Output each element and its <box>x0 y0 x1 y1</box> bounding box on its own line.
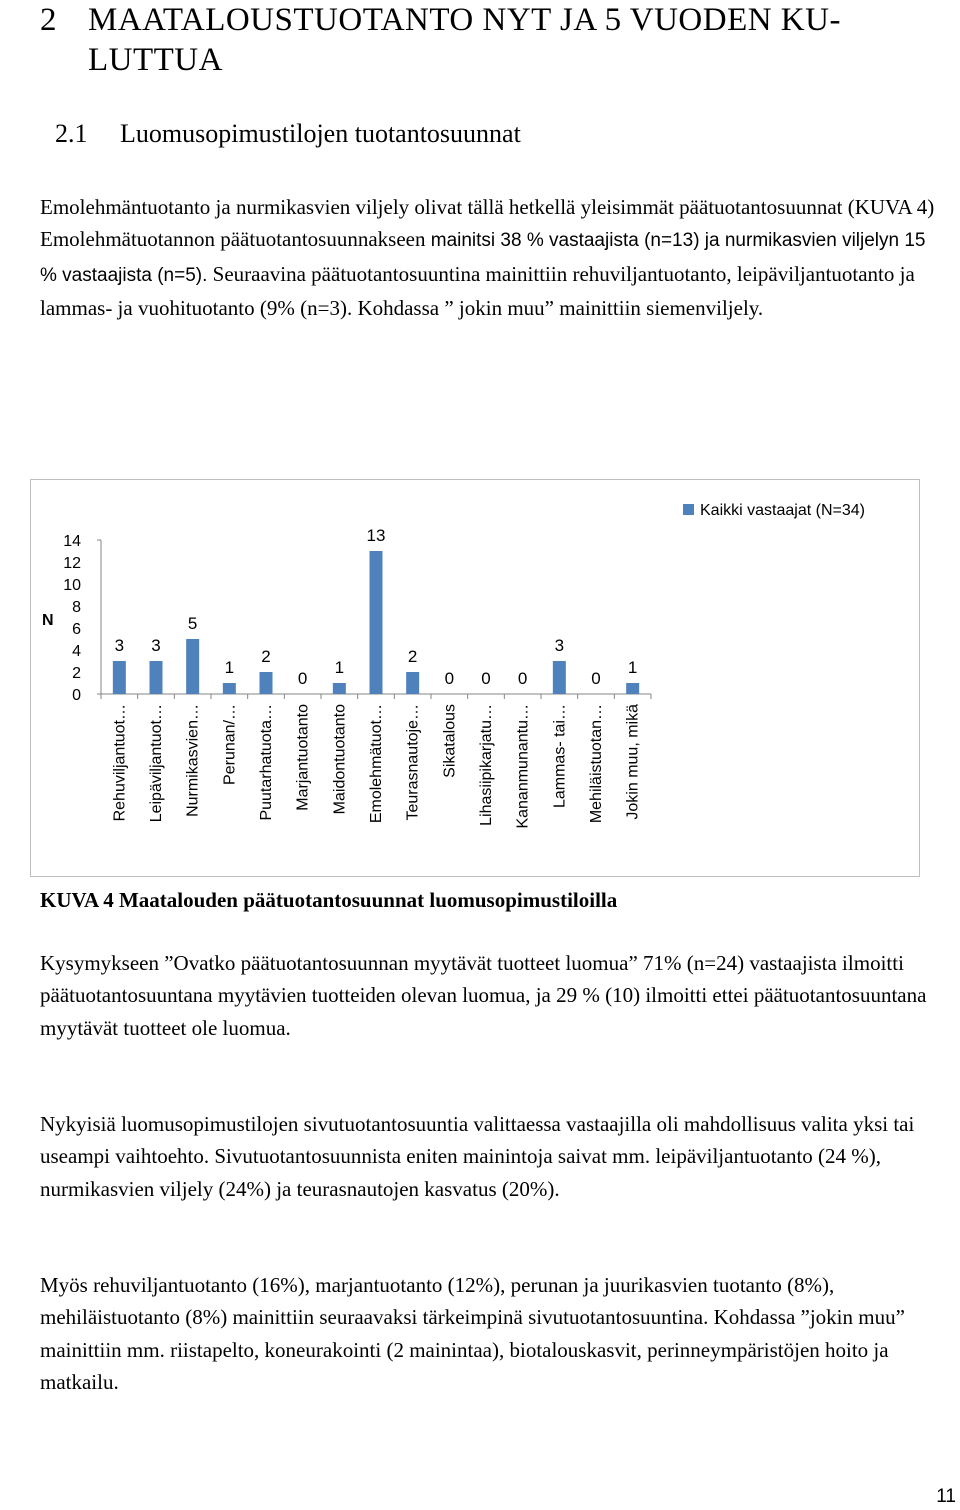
category-label-3: Perunan/… <box>221 704 239 785</box>
y-tick-label: 14 <box>63 533 81 550</box>
y-tick-label: 2 <box>72 665 81 682</box>
category-label-6: Maidontuotanto <box>331 704 349 815</box>
data-label-5: 0 <box>297 669 308 688</box>
bar-6 <box>333 683 346 694</box>
category-label-1: Leipäviljantuot… <box>148 704 165 823</box>
category-label-8: Teurasnautoje… <box>404 704 422 821</box>
subsection-heading <box>55 118 521 150</box>
bar-chart <box>31 480 919 876</box>
data-label-2: 5 <box>187 614 198 633</box>
data-label-10: 0 <box>481 669 491 688</box>
category-label-7: Emolehmätuot… <box>368 704 385 824</box>
y-tick-label: 4 <box>72 643 81 660</box>
bar-1 <box>150 661 163 694</box>
category-label-0: Rehuviljantuot… <box>111 704 129 822</box>
bar-0 <box>113 661 126 694</box>
category-label-2: Nurmikasvien… <box>184 704 202 817</box>
bar-4 <box>260 672 273 694</box>
category-label-14: Jokin muu, mikä <box>624 704 642 820</box>
paragraph-1-part2: mainitsi 38 % vastaajista (n=13) ja nurmikasvien viljelyn 15 % vastaajista (n=5). <box>40 230 926 286</box>
category-label-9: Sikatalous <box>441 704 459 778</box>
paragraph-1-part3: Seuraavina päätuotantosuuntina mainittiin rehuviljantuotanto, leipäviljantuotanto ja lammas- ja vuohituotanto (9% (n=3). Kohdassa ” jokin muu” mainittiin siemenviljely. <box>40 261 915 320</box>
y-tick-label: 8 <box>72 599 81 616</box>
bar-12 <box>553 661 566 694</box>
paragraph-3: Nykyisiä luomusopimustilojen sivutuotantosuuntia valittaessa vastaajilla oli mahdollisuus valita yksi tai useampi vaihtoehto. Sivutuotantosuunnista eniten mainintoja saivat mm. leipäviljantuotanto (24 %), nurmikasvien viljely (24%) ja teurasnautojen kasvatus (20%). <box>40 1112 915 1201</box>
bar-3 <box>223 683 236 694</box>
data-label-14: 1 <box>627 658 638 677</box>
chart-frame <box>30 479 920 877</box>
y-tick-label: 0 <box>72 687 81 704</box>
data-label-12: 3 <box>554 636 565 655</box>
bar-2 <box>186 639 199 694</box>
data-label-11: 0 <box>517 669 528 688</box>
category-label-13: Mehiläistuotan… <box>588 704 605 824</box>
section-title-line1: MAATALOUSTUOTANTO NYT JA 5 VUODEN KU- <box>88 2 841 38</box>
category-label-12: Lammas- tai… <box>551 704 569 809</box>
bar-14 <box>626 683 639 694</box>
data-label-3: 1 <box>224 658 235 677</box>
data-label-7: 13 <box>366 526 386 545</box>
section-heading <box>40 0 940 80</box>
data-label-13: 0 <box>591 669 601 688</box>
data-label-9: 0 <box>444 669 455 688</box>
bar-8 <box>406 672 419 694</box>
subsection-title: Luomusopimustilojen tuotantosuunnat <box>120 119 521 148</box>
legend-label: Kaikki vastaajat (N=34) <box>700 502 865 519</box>
data-label-4: 2 <box>261 647 271 666</box>
legend-swatch <box>683 504 694 515</box>
y-axis-label: N <box>42 612 54 629</box>
data-label-0: 3 <box>114 636 125 655</box>
subsection-number: 2.1 <box>55 119 88 148</box>
paragraph-2: Kysymykseen ”Ovatko päätuotantosuunnan myytävät tuotteet luomua” 71% (n=24) vastaajista ilmoitti päätuotantosuuntana myytävien tuotteiden olevan luomua, ja 29 % (10) ilmoitti ettei päätuotantosuuntana myytävät tuotteet ole luomua. <box>40 951 927 1040</box>
data-label-1: 3 <box>151 636 161 655</box>
paragraph-1 <box>40 191 945 324</box>
paragraph-4: Myös rehuviljantuotanto (16%), marjantuotanto (12%), perunan ja juurikasvien tuotanto (8%), mehiläistuotanto (8%) mainittiin seuraavaksi tärkeimpinä sivutuotantosuuntina. Kohdassa ”jokin muu” mainittiin mm. riistapelto, koneurakointi (2 mainintaa), biotalouskasvit, perinneympäristöjen hoito ja matkailu. <box>40 1273 905 1394</box>
bar-7 <box>370 551 383 694</box>
section-title-line2: LUTTUA <box>88 42 223 78</box>
page-number: 11 <box>936 1486 956 1507</box>
section-number: 2 <box>40 2 57 38</box>
category-label-10: Lihasiipikarjatu… <box>478 704 495 826</box>
data-label-8: 2 <box>407 647 418 666</box>
data-label-6: 1 <box>334 658 345 677</box>
figure-caption: KUVA 4 Maatalouden päätuotantosuunnat luomusopimustiloilla <box>40 888 618 912</box>
category-label-11: Kananmunantu… <box>514 704 532 829</box>
paragraph-1-part1: Emolehmäntuotanto ja nurmikasvien viljely olivat tällä hetkellä yleisimmät päätuotantosuunnat (KUVA 4) Emolehmätuotannon päätuotantosuunnakseen <box>40 195 935 252</box>
y-tick-label: 10 <box>63 577 81 594</box>
y-tick-label: 6 <box>72 621 81 638</box>
category-label-5: Marjantuotanto <box>294 704 312 811</box>
category-label-4: Puutarhatuota… <box>258 704 275 821</box>
y-tick-label: 12 <box>63 555 81 572</box>
